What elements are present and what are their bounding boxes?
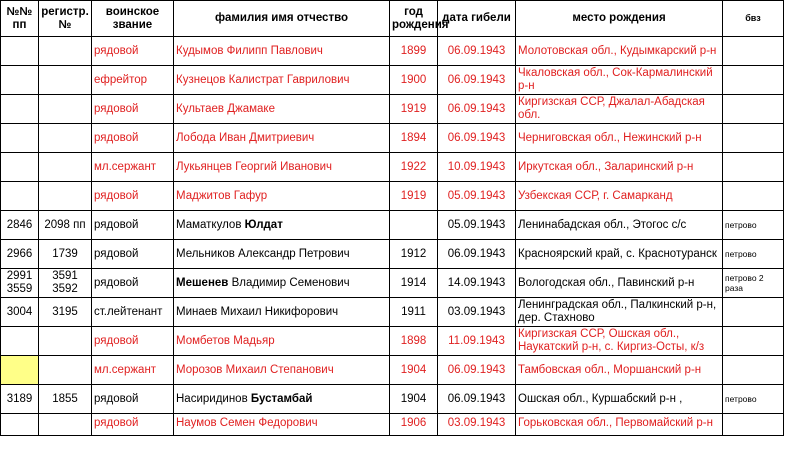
- cell-rank: рядовой: [92, 269, 174, 298]
- cell-num: [1, 327, 39, 356]
- cell-date: 06.09.1943: [438, 95, 516, 124]
- cell-notes: [723, 182, 784, 211]
- cell-reg: 2098 пп: [39, 211, 92, 240]
- cell-name: Лобода Иван Дмитриевич: [174, 124, 390, 153]
- cell-notes: [723, 356, 784, 385]
- cell-place: Узбекская ССР, г. Самарканд: [516, 182, 723, 211]
- cell-reg: [39, 66, 92, 95]
- cell-year: 1906: [390, 414, 438, 436]
- cell-num: [1, 414, 39, 436]
- cell-place: Тамбовская обл., Моршанский р-н: [516, 356, 723, 385]
- cell-place: Вологодская обл., Павинский р-н: [516, 269, 723, 298]
- cell-num: 2966: [1, 240, 39, 269]
- cell-rank: рядовой: [92, 182, 174, 211]
- cell-place: Ошская обл., Куршабский р-н ,: [516, 385, 723, 414]
- cell-notes: петрово: [723, 385, 784, 414]
- cell-num: [1, 37, 39, 66]
- cell-year: 1899: [390, 37, 438, 66]
- cell-date: 06.09.1943: [438, 124, 516, 153]
- cell-date: 14.09.1943: [438, 269, 516, 298]
- table-row: [1, 211, 784, 240]
- cell-rank: рядовой: [92, 327, 174, 356]
- cell-name: Кудымов Филипп Павлович: [174, 37, 390, 66]
- header-rank: воинское звание: [92, 1, 174, 37]
- cell-year: [390, 211, 438, 240]
- cell-name: [174, 385, 390, 414]
- surname: Маматкулов: [176, 218, 245, 231]
- cell-year: 1912: [390, 240, 438, 269]
- cell-reg: [39, 414, 92, 436]
- table-row: [1, 240, 784, 269]
- cell-name: Морозов Михаил Степанович: [174, 356, 390, 385]
- cell-rank: рядовой: [92, 240, 174, 269]
- surname: Мешенев: [176, 276, 229, 289]
- cell-rank: рядовой: [92, 211, 174, 240]
- cell-year: 1904: [390, 356, 438, 385]
- cell-rank: ст.лейтенант: [92, 298, 174, 327]
- cell-reg: [39, 95, 92, 124]
- cell-name: [174, 211, 390, 240]
- cell-num: [1, 95, 39, 124]
- table-row: [1, 298, 784, 327]
- cell-name: Минаев Михаил Никифорович: [174, 298, 390, 327]
- table-row: [1, 37, 784, 66]
- cell-date: 03.09.1943: [438, 298, 516, 327]
- cell-notes: [723, 95, 784, 124]
- cell-rank: мл.сержант: [92, 356, 174, 385]
- cell-reg: [39, 37, 92, 66]
- given-name: Бустамбай: [250, 392, 313, 405]
- cell-date: 05.09.1943: [438, 182, 516, 211]
- cell-num: [1, 66, 39, 95]
- table-row: [1, 66, 784, 95]
- cell-num: 3189: [1, 385, 39, 414]
- cell-notes: петрово: [723, 240, 784, 269]
- cell-date: 10.09.1943: [438, 153, 516, 182]
- cell-date: 06.09.1943: [438, 66, 516, 95]
- cell-rank: рядовой: [92, 414, 174, 436]
- table-row: [1, 385, 784, 414]
- table-row: [1, 95, 784, 124]
- cell-reg: 3195: [39, 298, 92, 327]
- header-notes: бвз: [723, 1, 784, 37]
- header-num: №№ пп: [1, 1, 39, 37]
- cell-notes: петрово: [723, 211, 784, 240]
- table-row: [1, 124, 784, 153]
- header-birth-year: год рождения: [390, 1, 438, 37]
- cell-place: Киргизская ССР, Ошская обл., Наукатский р-н, с. Киргиз-Осты, к/з: [516, 327, 723, 356]
- cell-notes: [723, 66, 784, 95]
- cell-num: [1, 153, 39, 182]
- cell-place: Киргизская ССР, Джалал-Абадская обл.: [516, 95, 723, 124]
- cell-year: 1894: [390, 124, 438, 153]
- cell-num: [1, 124, 39, 153]
- header-reg: регистр. №: [39, 1, 92, 37]
- cell-year: 1922: [390, 153, 438, 182]
- cell-date: 11.09.1943: [438, 327, 516, 356]
- cell-num: [1, 356, 39, 385]
- cell-place: Молотовская обл., Кудымкарский р-н: [516, 37, 723, 66]
- cell-notes: [723, 37, 784, 66]
- header-death-date: дата гибели: [438, 1, 516, 37]
- cell-rank: рядовой: [92, 95, 174, 124]
- cell-year: 1904: [390, 385, 438, 414]
- table-row: [1, 414, 784, 436]
- cell-year: 1911: [390, 298, 438, 327]
- cell-name: Лукьянцев Георгий Иванович: [174, 153, 390, 182]
- cell-year: 1919: [390, 182, 438, 211]
- given-name: Владимир Семенович: [228, 276, 350, 289]
- cell-reg: 1855: [39, 385, 92, 414]
- cell-rank: рядовой: [92, 37, 174, 66]
- cell-reg: 1739: [39, 240, 92, 269]
- cell-num: [1, 182, 39, 211]
- cell-notes: петрово 2 раза: [723, 269, 784, 298]
- cell-place: Иркутская обл., Заларинский р-н: [516, 153, 723, 182]
- cell-date: 06.09.1943: [438, 37, 516, 66]
- table-row: [1, 182, 784, 211]
- cell-year: 1919: [390, 95, 438, 124]
- cell-reg: [39, 124, 92, 153]
- table-row: [1, 327, 784, 356]
- cell-reg: [39, 327, 92, 356]
- header-birthplace: место рождения: [516, 1, 723, 37]
- cell-place: Черниговская обл., Нежинский р-н: [516, 124, 723, 153]
- cell-num: 2846: [1, 211, 39, 240]
- given-name: Юлдат: [244, 218, 283, 231]
- cell-reg: [39, 356, 92, 385]
- cell-rank: рядовой: [92, 385, 174, 414]
- table-row: [1, 153, 784, 182]
- cell-rank: рядовой: [92, 124, 174, 153]
- cell-name: Кузнецов Калистрат Гаврилович: [174, 66, 390, 95]
- cell-year: 1900: [390, 66, 438, 95]
- cell-date: 05.09.1943: [438, 211, 516, 240]
- cell-place: Ленинабадская обл., Этогос с/с: [516, 211, 723, 240]
- cell-name: Мельников Александр Петрович: [174, 240, 390, 269]
- cell-name: [174, 269, 390, 298]
- cell-date: 03.09.1943: [438, 414, 516, 436]
- cell-date: 06.09.1943: [438, 385, 516, 414]
- cell-name: Наумов Семен Федорович: [174, 414, 390, 436]
- cell-rank: ефрейтор: [92, 66, 174, 95]
- surname: Насиридинов: [176, 392, 251, 405]
- cell-year: 1898: [390, 327, 438, 356]
- table-row: [1, 269, 784, 298]
- cell-place: Ленинградская обл., Палкинский р-н, дер. Стахново: [516, 298, 723, 327]
- cell-rank: мл.сержант: [92, 153, 174, 182]
- cell-name: Культаев Джамаке: [174, 95, 390, 124]
- table-row: [1, 356, 784, 385]
- cell-name: Момбетов Мадьяр: [174, 327, 390, 356]
- cell-notes: [723, 153, 784, 182]
- cell-place: Чкаловская обл., Сок-Кармалинский р-н: [516, 66, 723, 95]
- cell-notes: [723, 298, 784, 327]
- cell-place: Горьковская обл., Первомайский р-н: [516, 414, 723, 436]
- cell-date: 06.09.1943: [438, 240, 516, 269]
- cell-reg: [39, 153, 92, 182]
- cell-notes: [723, 414, 784, 436]
- cell-reg: 3591 3592: [39, 269, 92, 298]
- cell-notes: [723, 327, 784, 356]
- cell-date: 06.09.1943: [438, 356, 516, 385]
- cell-name: Маджитов Гафур: [174, 182, 390, 211]
- cell-num: 2991 3559: [1, 269, 39, 298]
- cell-num: 3004: [1, 298, 39, 327]
- header-row: [1, 1, 784, 37]
- cell-year: 1914: [390, 269, 438, 298]
- cell-place: Красноярский край, с. Краснотуранск: [516, 240, 723, 269]
- cell-notes: [723, 124, 784, 153]
- header-name: фамилия имя отчество: [174, 1, 390, 37]
- cell-reg: [39, 182, 92, 211]
